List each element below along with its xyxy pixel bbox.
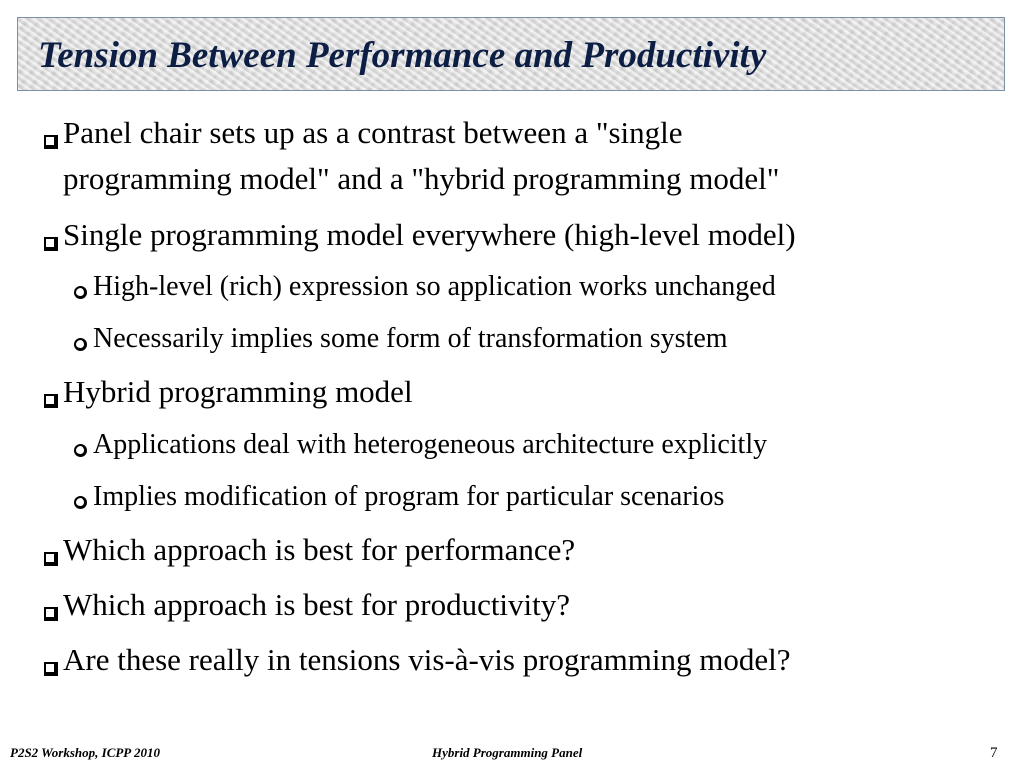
square-bullet-icon (44, 662, 58, 676)
sub-bullet-item: Necessarily implies some form of transformation system (93, 323, 728, 354)
footer-center-text: Hybrid Programming Panel (432, 745, 583, 760)
circle-bullet-icon (74, 286, 87, 299)
sub-bullet-item: Applications deal with heterogeneous architecture explicitly (93, 429, 768, 460)
circle-bullet-icon (74, 338, 87, 351)
bullet-item: Hybrid programming model (63, 374, 413, 409)
square-bullet-icon (44, 135, 58, 149)
bullet-item: Panel chair sets up as a contrast between a "single (63, 115, 683, 150)
bullet-item: Which approach is best for performance? (63, 532, 576, 567)
bullet-item: Are these really in tensions vis-à-vis programming model? (63, 642, 791, 677)
slide-title: Tension Between Performance and Productivity (38, 35, 767, 76)
circle-bullet-icon (74, 496, 87, 509)
sub-bullet-item: High-level (rich) expression so application works unchanged (93, 271, 776, 302)
page-number: 7 (990, 745, 998, 761)
circle-bullet-icon (74, 444, 87, 457)
bullet-item: Which approach is best for productivity? (63, 587, 571, 622)
square-bullet-icon (44, 394, 58, 408)
square-bullet-icon (44, 607, 58, 621)
bullet-item-continuation: programming model" and a "hybrid programming model" (63, 161, 780, 196)
square-bullet-icon (44, 552, 58, 566)
footer-left-text: P2S2 Workshop, ICPP 2010 (10, 745, 161, 760)
bullet-item: Single programming model everywhere (high-level model) (63, 217, 796, 252)
square-bullet-icon (44, 237, 58, 251)
sub-bullet-item: Implies modification of program for particular scenarios (93, 481, 725, 512)
